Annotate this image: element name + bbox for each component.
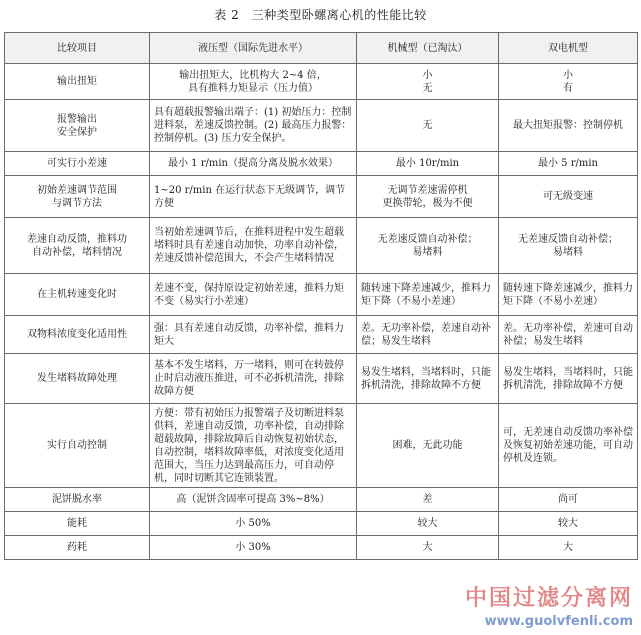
cell-dual-motor: 可无级变速 (499, 176, 638, 218)
cell-hydraulic: 基本不发生堵料，万一堵料，则可在转鼓停止时启动液压推进，可不必拆机清洗，排除故障方便 (150, 354, 357, 404)
table-row (5, 488, 638, 512)
row-label: 双物料浓度变化适用性 (5, 316, 150, 354)
watermark-url: www.guolvfenli.com (484, 614, 633, 629)
cell-hydraulic: 小 50% (150, 512, 357, 536)
row-label: 可实行小差速 (5, 152, 150, 176)
table-row (5, 64, 638, 100)
table-row (5, 176, 638, 218)
cell-mechanical: 大 (357, 536, 499, 560)
cell-dual-motor: 易发生堵料，当堵料时，只能拆机清洗，排除故障不方便 (499, 354, 638, 404)
table-row (5, 512, 638, 536)
cell-hydraulic: 小 30% (150, 536, 357, 560)
watermark-title: 中国过滤分离网 (464, 586, 633, 611)
table-row (5, 354, 638, 404)
cell-mechanical: 最小 10r/min (357, 152, 499, 176)
cell-hydraulic: 方便：带有初始压力报警端子及切断进料泵供料，差速自动反馈，功率补偿，自动排除超载故障，排除故障后自动恢复初始状态，自动控制，堵料故障率低，对浓度变化适用范围大，当压力达到最高压力，可自动停机，同时切断其它连锁装置。 (150, 404, 357, 488)
cell-hydraulic: 强：具有差速自动反馈，功率补偿，推料力矩大 (150, 316, 357, 354)
table-row (5, 218, 638, 274)
site-watermark (465, 581, 633, 629)
row-label: 药耗 (5, 536, 150, 560)
comparison-table (4, 32, 638, 560)
row-label: 输出扭矩 (5, 64, 150, 100)
cell-dual-motor: 大 (499, 536, 638, 560)
row-label: 报警输出 安全保护 (5, 100, 150, 152)
cell-mechanical: 较大 (357, 512, 499, 536)
table-header-row (5, 33, 638, 64)
cell-dual-motor: 最小 5 r/min (499, 152, 638, 176)
row-label: 实行自动控制 (5, 404, 150, 488)
cell-mechanical: 差 (357, 488, 499, 512)
table-caption: 表 2 三种类型卧螺离心机的性能比较 (214, 8, 427, 22)
row-label: 差速自动反馈，推料功 自动补偿，堵料情况 (5, 218, 150, 274)
row-label: 能耗 (5, 512, 150, 536)
header-hydraulic: 液压型（国际先进水平） (150, 33, 357, 64)
row-label: 在主机转速变化时 (5, 274, 150, 316)
cell-mechanical: 无差速反馈自动补偿； 易堵料 (357, 218, 499, 274)
cell-dual-motor: 无差速反馈自动补偿； 易堵料 (499, 218, 638, 274)
cell-mechanical: 随转速下降差速减少，推料力矩下降（不易小差速） (357, 274, 499, 316)
row-label: 初始差速调节范围 与调节方法 (5, 176, 150, 218)
cell-hydraulic: 具有超载报警输出端子：(1) 初始压力：控制进料泵，差速反馈控制。(2) 最高压力报警：控制停机。(3) 压力安全保护。 (150, 100, 357, 152)
cell-dual-motor: 可，无差速自动反馈功率补偿及恢复初始差速功能，可自动停机及连锁。 (499, 404, 638, 488)
cell-hydraulic: 差速不变，保持原设定初始差速，推料力矩不变（易实行小差速） (150, 274, 357, 316)
cell-mechanical: 小 无 (357, 64, 499, 100)
header-item: 比较项目 (5, 33, 150, 64)
cell-dual-motor: 小 有 (499, 64, 638, 100)
header-mechanical: 机械型（已淘汰） (357, 33, 499, 64)
table-row (5, 404, 638, 488)
table-row (5, 274, 638, 316)
table-row (5, 100, 638, 152)
cell-hydraulic: 当初始差速调节后，在推料进程中发生超载堵料时具有差速自动加快，功率自动补偿，差速反馈补偿范围大，不会产生堵料情况 (150, 218, 357, 274)
cell-mechanical: 易发生堵料，当堵料时，只能拆机清洗，排除故障不方便 (357, 354, 499, 404)
cell-mechanical: 差。无功率补偿，差速自动补偿；易发生堵料 (357, 316, 499, 354)
cell-dual-motor: 随转速下降差速减少，推料力矩下降（不易小差速） (499, 274, 638, 316)
cell-dual-motor: 差。无功率补偿，差速可自动补偿；易发生堵料 (499, 316, 638, 354)
cell-dual-motor: 尚可 (499, 488, 638, 512)
table-row (5, 536, 638, 560)
cell-dual-motor: 最大扭矩报警：控制停机 (499, 100, 638, 152)
cell-mechanical: 困难，无此功能 (357, 404, 499, 488)
cell-hydraulic: 1~20 r/min 在运行状态下无级调节，调节方便 (150, 176, 357, 218)
cell-hydraulic: 输出扭矩大，比机构大 2~4 倍， 具有推料力矩显示（压力值） (150, 64, 357, 100)
cell-hydraulic: 最小 1 r/min（提高分离及脱水效果） (150, 152, 357, 176)
header-dual-motor: 双电机型 (499, 33, 638, 64)
cell-hydraulic: 高（泥饼含固率可提高 3%~8%） (150, 488, 357, 512)
table-row (5, 152, 638, 176)
row-label: 发生堵料故障处理 (5, 354, 150, 404)
row-label: 泥饼脱水率 (5, 488, 150, 512)
cell-mechanical: 无 (357, 100, 499, 152)
cell-dual-motor: 较大 (499, 512, 638, 536)
table-row (5, 316, 638, 354)
cell-mechanical: 无调节差速需停机 更换带轮，极为不便 (357, 176, 499, 218)
